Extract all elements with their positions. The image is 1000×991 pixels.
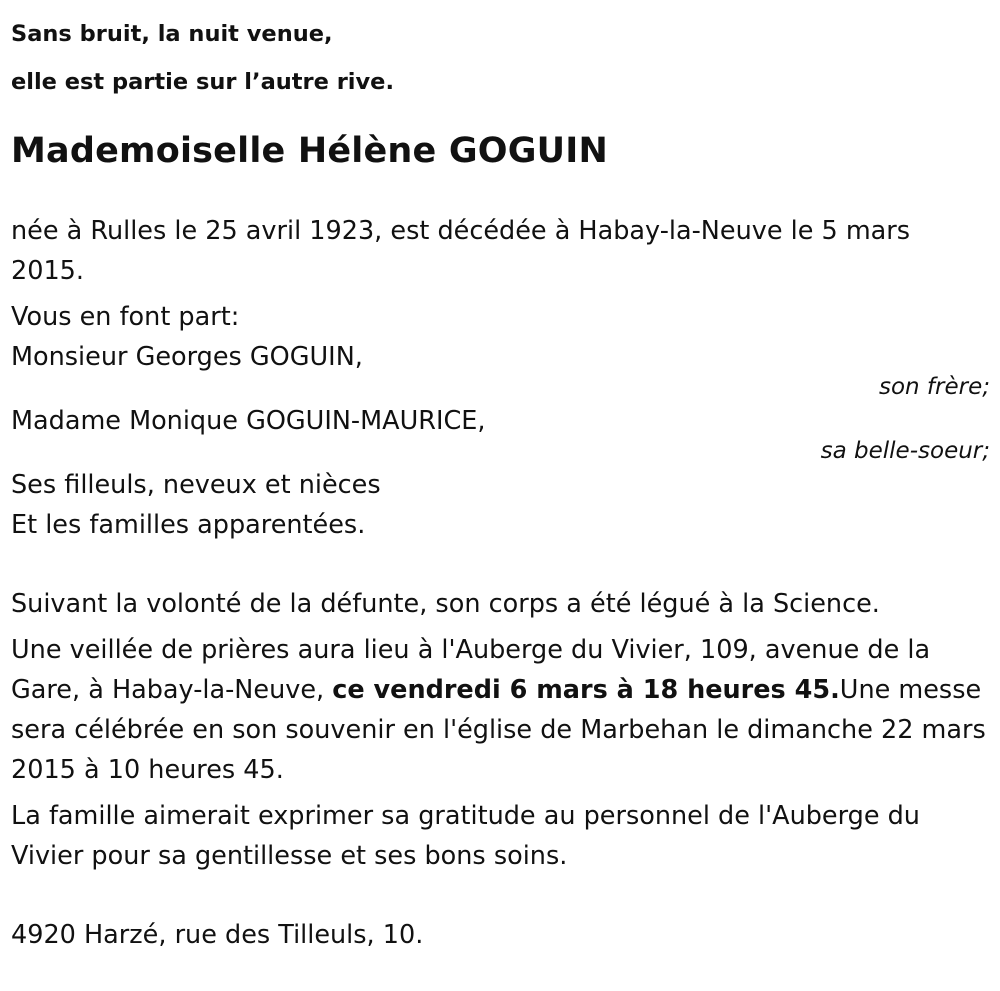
birth-death-text: née à Rulles le 25 avril 1923, est décédée à Habay-la-Neuve le 5 mars 2015. (11, 216, 911, 286)
deceased-name: Mademoiselle Hélène GOGUIN (11, 131, 608, 171)
vigil-date-emphasis: ce vendredi 6 mars à 18 heures 45. (332, 675, 840, 705)
vigil-text-before: Une veillée de prières aura lieu à l'Auberge du Vivier, 109, avenue de la Gare, à Habay-la-Neuve, (11, 635, 931, 705)
announcers-section (11, 297, 990, 545)
announcer-relation: son frère; (878, 374, 990, 400)
vigil-text-after: Une messe sera célébrée en son souvenir en l'église de Marbehan le dimanche 22 mars 2015 à 10 heures 45. (11, 675, 986, 785)
announcer-name: Madame Monique GOGUIN-MAURICE, (11, 406, 486, 436)
announcer-others: Et les familles apparentées. (11, 510, 366, 540)
address-text: 4920 Harzé, rue des Tilleuls, 10. (11, 920, 424, 950)
announcers-intro: Vous en font part: (11, 302, 240, 332)
vigil-text (11, 630, 990, 790)
science-text: Suivant la volonté de la défunte, son corps a été légué à la Science. (11, 589, 880, 619)
epigraph-line-2: elle est partie sur l’autre rive. (11, 69, 394, 95)
announcer-relation: sa belle-soeur; (820, 438, 990, 464)
announcer-others: Ses filleuls, neveux et nièces (11, 470, 381, 500)
epigraph (11, 0, 990, 106)
announcer-name: Monsieur Georges GOGUIN, (11, 342, 363, 372)
gratitude-text: La famille aimerait exprimer sa gratitude au personnel de l'Auberge du Vivier pour sa gentillesse et ses bons soins. (11, 801, 920, 871)
epigraph-line-1: Sans bruit, la nuit venue, (11, 21, 333, 47)
